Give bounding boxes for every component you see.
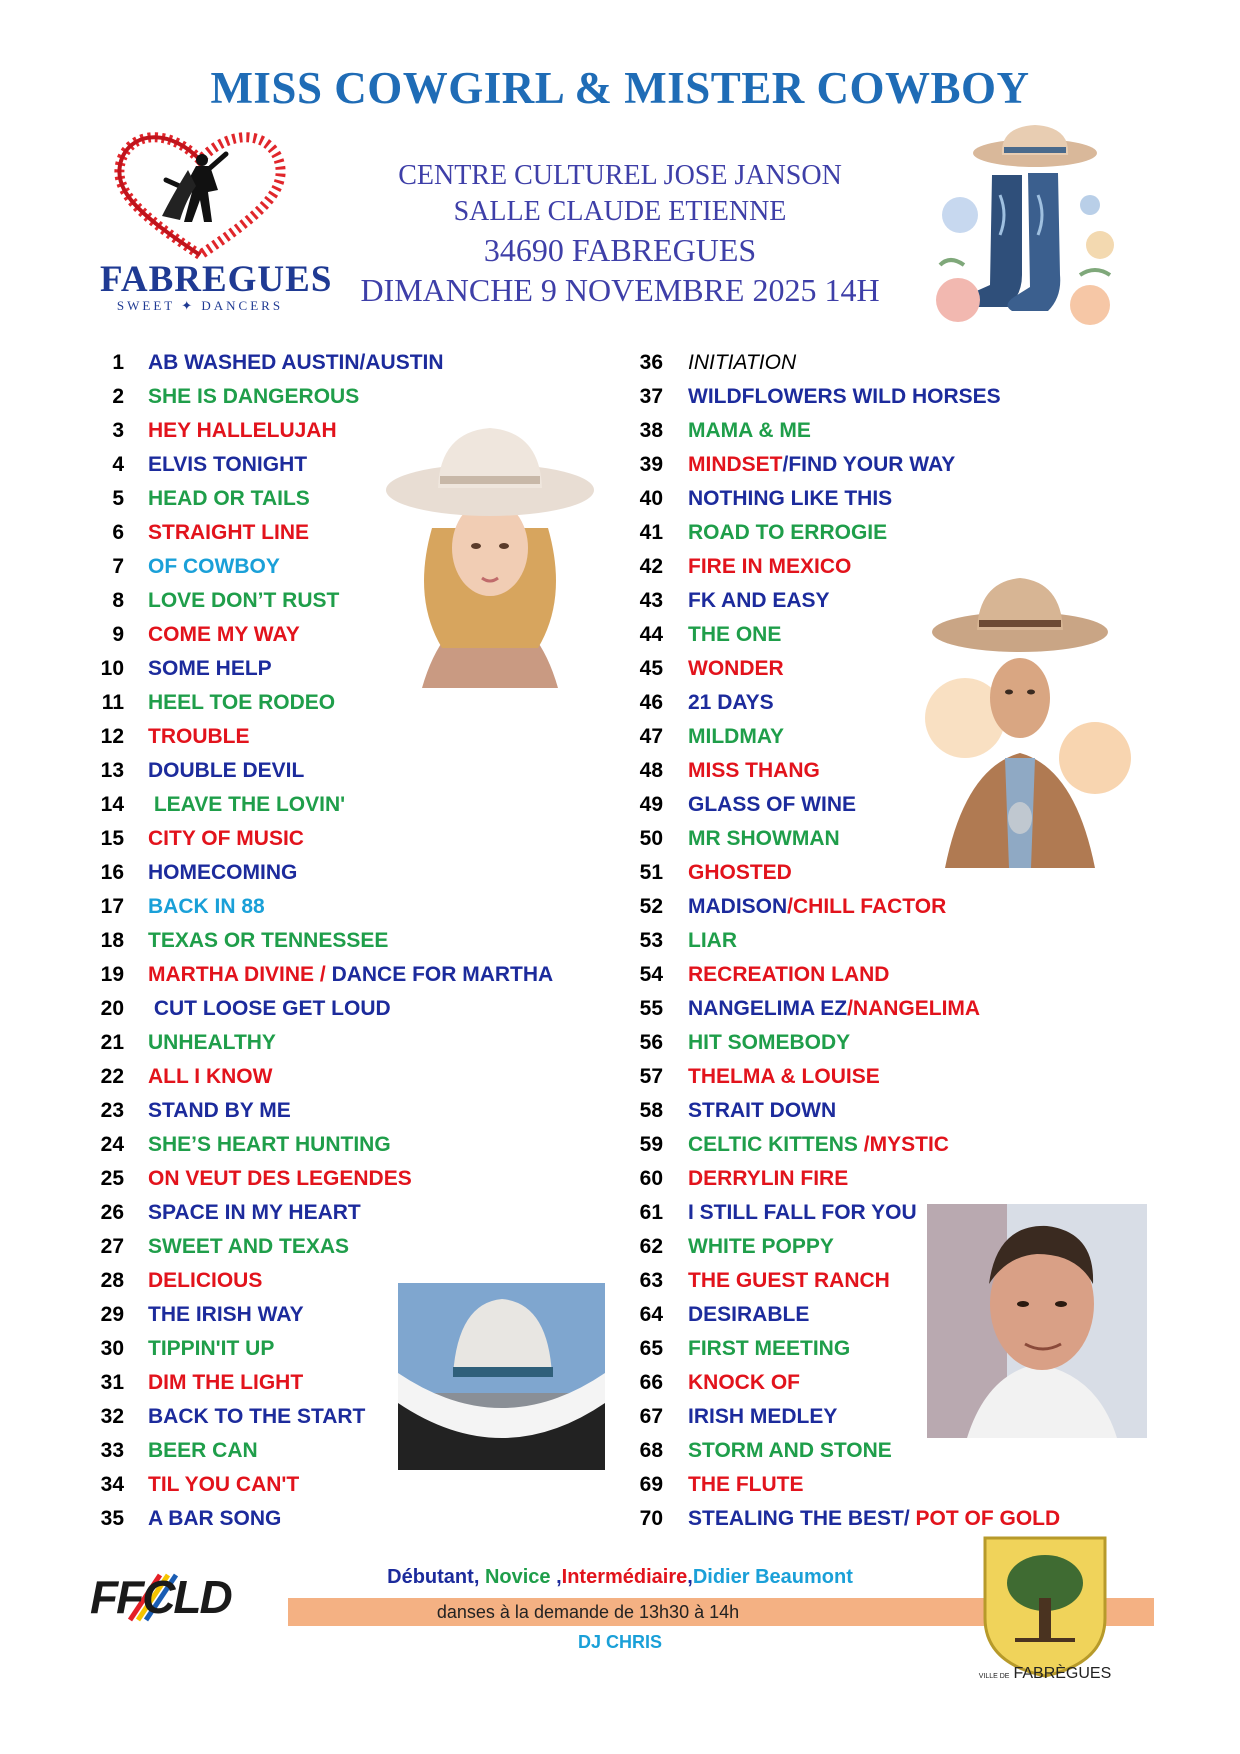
- dance-row: [630, 924, 1170, 958]
- dance-title: [688, 346, 796, 380]
- fabregues-crest-icon: [975, 1528, 1115, 1680]
- dance-title: [148, 856, 297, 890]
- dance-title: [148, 584, 339, 618]
- dance-title: [148, 992, 391, 1026]
- dance-title-part: NOTHING LIKE THIS: [688, 487, 893, 510]
- dance-number: 28: [100, 1269, 124, 1292]
- dance-title: [148, 720, 250, 754]
- dance-number: 38: [639, 419, 663, 442]
- dance-title-part: FIRE IN MEXICO: [688, 555, 852, 578]
- dance-title: [148, 822, 304, 856]
- dance-row: [630, 482, 1170, 516]
- dance-number: 52: [639, 895, 663, 918]
- dance-title: [688, 414, 811, 448]
- dance-title: [148, 1400, 365, 1434]
- dance-title-part: OF COWBOY: [148, 555, 280, 578]
- dance-title-part: IRISH MEDLEY: [688, 1405, 838, 1428]
- dance-number: 49: [639, 793, 663, 816]
- dance-number: 69: [639, 1473, 663, 1496]
- dance-row: [630, 1434, 1170, 1468]
- dance-title-part: DOUBLE DEVIL: [148, 759, 305, 782]
- dance-title: [148, 346, 444, 380]
- dance-title-part: HEAD OR TAILS: [148, 487, 310, 510]
- dance-row: [86, 1094, 606, 1128]
- dance-row: [630, 448, 1170, 482]
- dance-title-part: HIT SOMEBODY: [688, 1031, 851, 1054]
- dance-title-part: SHE IS DANGEROUS: [148, 385, 360, 408]
- dance-title-part: TEXAS OR TENNESSEE: [148, 929, 389, 952]
- dance-number: 8: [112, 589, 124, 612]
- dance-title-part: TIPPIN'IT UP: [148, 1337, 275, 1360]
- dance-row: [630, 1026, 1170, 1060]
- dance-title-part: TIL YOU CAN'T: [148, 1473, 300, 1496]
- dance-number: 64: [639, 1303, 663, 1326]
- dance-number: 50: [639, 827, 663, 850]
- dance-number: 16: [100, 861, 124, 884]
- dance-number: 31: [100, 1371, 124, 1394]
- dance-title: [688, 380, 1001, 414]
- dance-number: 68: [639, 1439, 663, 1462]
- dance-title: [688, 686, 774, 720]
- dance-number: 66: [639, 1371, 663, 1394]
- dance-title-part: A BAR SONG: [148, 1507, 282, 1530]
- dance-title-part: BACK IN 88: [148, 895, 265, 918]
- dance-title: [688, 1366, 800, 1400]
- dance-title: [148, 1230, 349, 1264]
- level-label: Didier Beaumont: [692, 1566, 853, 1588]
- dance-title: [688, 1094, 836, 1128]
- dance-number: 47: [639, 725, 663, 748]
- dance-row: [86, 1230, 606, 1264]
- venue-line-2: SALLE CLAUDE ETIENNE: [453, 196, 787, 227]
- dance-number: 15: [100, 827, 124, 850]
- dance-number: 23: [100, 1099, 124, 1122]
- dance-number: 53: [639, 929, 663, 952]
- dance-number: 37: [639, 385, 663, 408]
- dance-title: [688, 1128, 949, 1162]
- dance-title-part: DANCE FOR MARTHA: [331, 963, 554, 986]
- dance-number: 32: [100, 1405, 124, 1428]
- cowboy-illustration: [905, 568, 1135, 868]
- dance-title-part: I STILL FALL FOR YOU: [688, 1201, 917, 1224]
- level-legend: [340, 1566, 900, 1589]
- dance-number: 13: [100, 759, 124, 782]
- dance-title-part: AB WASHED AUSTIN/AUSTIN: [148, 351, 444, 374]
- dance-title: [148, 414, 337, 448]
- dance-number: 58: [639, 1099, 663, 1122]
- dance-row: [86, 890, 606, 924]
- dance-row: [630, 380, 1170, 414]
- dance-title-part: SHE’S HEART HUNTING: [148, 1133, 391, 1156]
- dance-title-part: /MYSTIC: [863, 1133, 949, 1156]
- dance-row: [630, 992, 1170, 1026]
- dance-title: [148, 652, 272, 686]
- dance-title: [148, 380, 359, 414]
- dance-title: [148, 1094, 291, 1128]
- dance-row: [630, 346, 1170, 380]
- dance-number: 67: [639, 1405, 663, 1428]
- dance-number: 48: [639, 759, 663, 782]
- dance-title: [148, 1060, 272, 1094]
- level-label: ,: [473, 1566, 485, 1588]
- dance-number: 22: [100, 1065, 124, 1088]
- dance-number: 11: [101, 691, 124, 714]
- dance-title-part: DERRYLIN FIRE: [688, 1167, 849, 1190]
- dance-row: [630, 958, 1170, 992]
- dance-title-part: DESIRABLE: [688, 1303, 810, 1326]
- dance-title-part: RECREATION LAND: [688, 963, 890, 986]
- dance-number: 19: [100, 963, 124, 986]
- dance-row: [630, 1094, 1170, 1128]
- dance-row: [630, 516, 1170, 550]
- dance-title-part: /NANGELIMA: [847, 997, 981, 1020]
- cowboy-hat-photo: [398, 1283, 605, 1470]
- request-text: danses à la demande de 13h30 à 14h: [436, 1602, 740, 1622]
- dance-title-part: CELTIC KITTENS: [688, 1133, 864, 1156]
- dance-row: [630, 1468, 1170, 1502]
- dance-title: [688, 516, 887, 550]
- dance-title: [688, 618, 781, 652]
- dance-number: 5: [112, 487, 124, 510]
- dance-title: [148, 924, 388, 958]
- dance-number: 56: [639, 1031, 663, 1054]
- dance-title-part: MR SHOWMAN: [688, 827, 840, 850]
- dance-title-part: CUT LOOSE GET LOUD: [148, 997, 391, 1020]
- dance-number: 40: [639, 487, 663, 510]
- dance-number: 10: [100, 657, 124, 680]
- dance-number: 27: [100, 1235, 124, 1258]
- level-label: ,: [687, 1566, 693, 1588]
- dance-title: [688, 1026, 850, 1060]
- dance-title-part: FK AND EASY: [688, 589, 830, 612]
- dance-number: 24: [100, 1133, 124, 1156]
- level-label: Novice: [484, 1566, 557, 1588]
- dance-title: [148, 516, 309, 550]
- dance-row: [86, 1196, 606, 1230]
- dance-title: [148, 482, 310, 516]
- dance-title-part: /CHILL FACTOR: [787, 895, 947, 918]
- ffcld-text: FFCLD: [90, 1571, 231, 1623]
- dance-number: 70: [639, 1507, 663, 1530]
- dance-title: [688, 890, 946, 924]
- dance-title-part: LEAVE THE LOVIN': [148, 793, 346, 816]
- dance-number: 35: [100, 1507, 124, 1530]
- dance-title-part: TROUBLE: [148, 725, 250, 748]
- dance-row: [86, 380, 606, 414]
- dance-title-part: NANGELIMA EZ: [688, 997, 848, 1020]
- dance-title-part: KNOCK OF: [688, 1371, 800, 1394]
- dance-title-part: THE IRISH WAY: [148, 1303, 304, 1326]
- dance-row: [86, 822, 606, 856]
- dance-title-part: THE ONE: [688, 623, 782, 646]
- dance-title: [688, 1196, 917, 1230]
- dance-title: [148, 958, 553, 992]
- dance-title: [688, 720, 784, 754]
- dance-title: [688, 1162, 848, 1196]
- dance-title: [688, 1400, 837, 1434]
- dance-title: [148, 686, 335, 720]
- dance-number: 33: [100, 1439, 124, 1462]
- dance-number: 55: [639, 997, 663, 1020]
- cowgirl-illustration: [382, 418, 598, 700]
- fabregues-sweet-dancers-logo: [100, 130, 333, 313]
- crest-town: FABRÈGUES: [1013, 1665, 1112, 1682]
- level-label: ,: [556, 1566, 562, 1588]
- dance-title: [148, 1502, 281, 1536]
- dance-title-part: WONDER: [688, 657, 784, 680]
- dance-row: [86, 1128, 606, 1162]
- dance-number: 42: [639, 555, 663, 578]
- dance-title-part: THE FLUTE: [688, 1473, 804, 1496]
- dj-chris-photo: [927, 1204, 1147, 1438]
- dance-number: 36: [639, 351, 663, 374]
- dance-title: [148, 1026, 276, 1060]
- level-label: Intermédiaire: [561, 1566, 688, 1588]
- dance-title-part: WILDFLOWERS WILD HORSES: [688, 385, 1001, 408]
- dance-title-part: ALL I KNOW: [148, 1065, 273, 1088]
- dance-row: [630, 414, 1170, 448]
- heart-dancer-icon: [100, 130, 300, 260]
- dance-title: [688, 1468, 804, 1502]
- dance-title-part: SOME HELP: [148, 657, 272, 680]
- dance-title-part: STRAIT DOWN: [688, 1099, 837, 1122]
- dance-number: 6: [112, 521, 124, 544]
- dance-number: 18: [100, 929, 124, 952]
- dance-title: [688, 992, 980, 1026]
- dance-number: 59: [639, 1133, 663, 1156]
- dance-row: [86, 346, 606, 380]
- dance-title-part: LIAR: [688, 929, 737, 952]
- dance-row: [86, 856, 606, 890]
- crest-prefix: VILLE DE: [978, 1673, 1010, 1680]
- dance-title: [688, 1298, 809, 1332]
- dance-row: [630, 1128, 1170, 1162]
- dance-title-part: BACK TO THE START: [148, 1405, 366, 1428]
- dance-number: 44: [639, 623, 663, 646]
- dance-title-part: CITY OF MUSIC: [148, 827, 304, 850]
- dance-title-part: POT OF GOLD: [915, 1507, 1061, 1530]
- dance-title: [148, 788, 345, 822]
- dance-title-part: SWEET AND TEXAS: [148, 1235, 350, 1258]
- dance-title-part: BEER CAN: [148, 1439, 258, 1462]
- dance-number: 65: [639, 1337, 663, 1360]
- dance-title: [688, 584, 830, 618]
- dance-number: 57: [639, 1065, 663, 1088]
- dance-number: 9: [112, 623, 124, 646]
- dance-number: 46: [639, 691, 663, 714]
- level-label: Débutant: [387, 1566, 474, 1588]
- dance-title: [148, 550, 280, 584]
- dance-title-part: WHITE POPPY: [688, 1235, 834, 1258]
- dance-title: [148, 1434, 258, 1468]
- dance-title-part: MAMA & ME: [688, 419, 811, 442]
- dance-title-part: 21 DAYS: [688, 691, 774, 714]
- dance-number: 25: [100, 1167, 124, 1190]
- dance-title-part: MILDMAY: [688, 725, 785, 748]
- dance-title-part: HOMECOMING: [148, 861, 298, 884]
- dance-number: 61: [639, 1201, 663, 1224]
- dance-number: 34: [100, 1473, 124, 1496]
- dance-title: [148, 1366, 303, 1400]
- dance-row: [630, 890, 1170, 924]
- venue-line-1: CENTRE CULTUREL JOSE JANSON: [398, 160, 842, 191]
- dance-row: [86, 720, 606, 754]
- dance-number: 39: [639, 453, 663, 476]
- logo-sub-text: SWEET ✦ DANCERS: [116, 298, 284, 313]
- dance-row: [630, 1162, 1170, 1196]
- dance-title-part: ON VEUT DES LEGENDES: [148, 1167, 412, 1190]
- dance-title-part: THE GUEST RANCH: [688, 1269, 890, 1292]
- dance-row: [86, 958, 606, 992]
- ffcld-logo: [90, 1570, 265, 1625]
- dj-name: DJ CHRIS: [577, 1632, 662, 1652]
- dance-title-part: HEY HALLELUJAH: [148, 419, 337, 442]
- dance-title: [688, 1060, 880, 1094]
- dance-row: [86, 924, 606, 958]
- dance-number: 60: [639, 1167, 663, 1190]
- dance-row: [630, 1060, 1170, 1094]
- page-title: MISS COWGIRL & MISTER COWBOY: [210, 63, 1030, 113]
- dance-title-part: COME MY WAY: [148, 623, 300, 646]
- dance-title: [148, 1196, 361, 1230]
- dance-title-part: STAND BY ME: [148, 1099, 291, 1122]
- dance-number: 12: [100, 725, 124, 748]
- dance-title: [688, 448, 955, 482]
- dance-title-part: LOVE DON’T RUST: [148, 589, 340, 612]
- dance-title-part: SPACE IN MY HEART: [148, 1201, 361, 1224]
- dance-title: [688, 1332, 850, 1366]
- dance-title: [148, 1468, 299, 1502]
- dance-title: [688, 482, 892, 516]
- dance-title-part: INITIATION: [688, 351, 797, 374]
- dance-number: 45: [639, 657, 663, 680]
- dance-row: [86, 1026, 606, 1060]
- dance-title-part: DELICIOUS: [148, 1269, 263, 1292]
- dance-title-part: GHOSTED: [688, 861, 792, 884]
- dance-title: [688, 958, 889, 992]
- dance-number: 41: [639, 521, 663, 544]
- cowboy-boots-hat-illustration: [930, 125, 1120, 335]
- dance-number: 21: [100, 1031, 124, 1054]
- dance-title: [148, 1332, 274, 1366]
- dance-number: 51: [639, 861, 663, 884]
- dance-number: 4: [112, 453, 124, 476]
- dance-row: [86, 1060, 606, 1094]
- dance-number: 14: [100, 793, 124, 816]
- dance-row: [86, 1468, 606, 1502]
- dance-title: [148, 1162, 412, 1196]
- dance-title: [688, 924, 737, 958]
- dance-title: [688, 822, 840, 856]
- dance-title: [688, 1434, 892, 1468]
- dance-row: [86, 1502, 606, 1536]
- dance-title-part: STRAIGHT LINE: [148, 521, 309, 544]
- dance-title: [148, 1128, 391, 1162]
- dance-title-part: FIRST MEETING: [688, 1337, 851, 1360]
- dance-title: [148, 754, 304, 788]
- dance-number: 62: [639, 1235, 663, 1258]
- dance-title-part: /FIND YOUR WAY: [782, 453, 956, 476]
- dance-title: [688, 754, 820, 788]
- dance-title: [688, 652, 784, 686]
- dance-title: [688, 856, 792, 890]
- dance-title-part: HEEL TOE RODEO: [148, 691, 336, 714]
- dance-title: [688, 788, 856, 822]
- dance-number: 3: [112, 419, 124, 442]
- dance-title-part: STORM AND STONE: [688, 1439, 892, 1462]
- dance-title-part: DIM THE LIGHT: [148, 1371, 304, 1394]
- venue-date: DIMANCHE 9 NOVEMBRE 2025 14H: [360, 272, 880, 308]
- dance-number: 7: [112, 555, 124, 578]
- dance-title-part: GLASS OF WINE: [688, 793, 856, 816]
- dance-title-part: ELVIS TONIGHT: [148, 453, 308, 476]
- dance-title-part: THELMA & LOUISE: [688, 1065, 880, 1088]
- dance-number: 29: [100, 1303, 124, 1326]
- venue-line-3: 34690 FABREGUES: [483, 232, 757, 268]
- dance-number: 30: [100, 1337, 124, 1360]
- dance-title-part: MARTHA DIVINE /: [148, 963, 332, 986]
- dance-title: [148, 890, 265, 924]
- dance-title: [688, 1230, 834, 1264]
- dance-number: 54: [639, 963, 663, 986]
- dance-title-part: MINDSET: [688, 453, 783, 476]
- dance-title: [688, 1264, 890, 1298]
- dance-title-part: UNHEALTHY: [148, 1031, 276, 1054]
- dance-number: 2: [112, 385, 124, 408]
- dance-number: 1: [112, 351, 124, 374]
- crest-label: [960, 1665, 1130, 1683]
- dance-number: 17: [100, 895, 124, 918]
- logo-brand-text: FABREGUES: [100, 259, 333, 300]
- dance-row: [86, 992, 606, 1026]
- dance-title: [148, 1264, 262, 1298]
- dance-row: [86, 754, 606, 788]
- dance-title: [688, 550, 851, 584]
- dance-row: [86, 788, 606, 822]
- dance-title-part: ROAD TO ERROGIE: [688, 521, 888, 544]
- dance-number: 26: [100, 1201, 124, 1224]
- dance-number: 20: [100, 997, 124, 1020]
- dance-row: [86, 1162, 606, 1196]
- dance-title: [148, 1298, 304, 1332]
- dance-title-part: MADISON: [688, 895, 788, 918]
- dance-title: [148, 618, 300, 652]
- dance-number: 43: [639, 589, 663, 612]
- dance-title: [148, 448, 307, 482]
- dance-number: 63: [639, 1269, 663, 1292]
- dance-title-part: STEALING THE BEST/: [688, 1507, 916, 1530]
- dance-title-part: MISS THANG: [688, 759, 820, 782]
